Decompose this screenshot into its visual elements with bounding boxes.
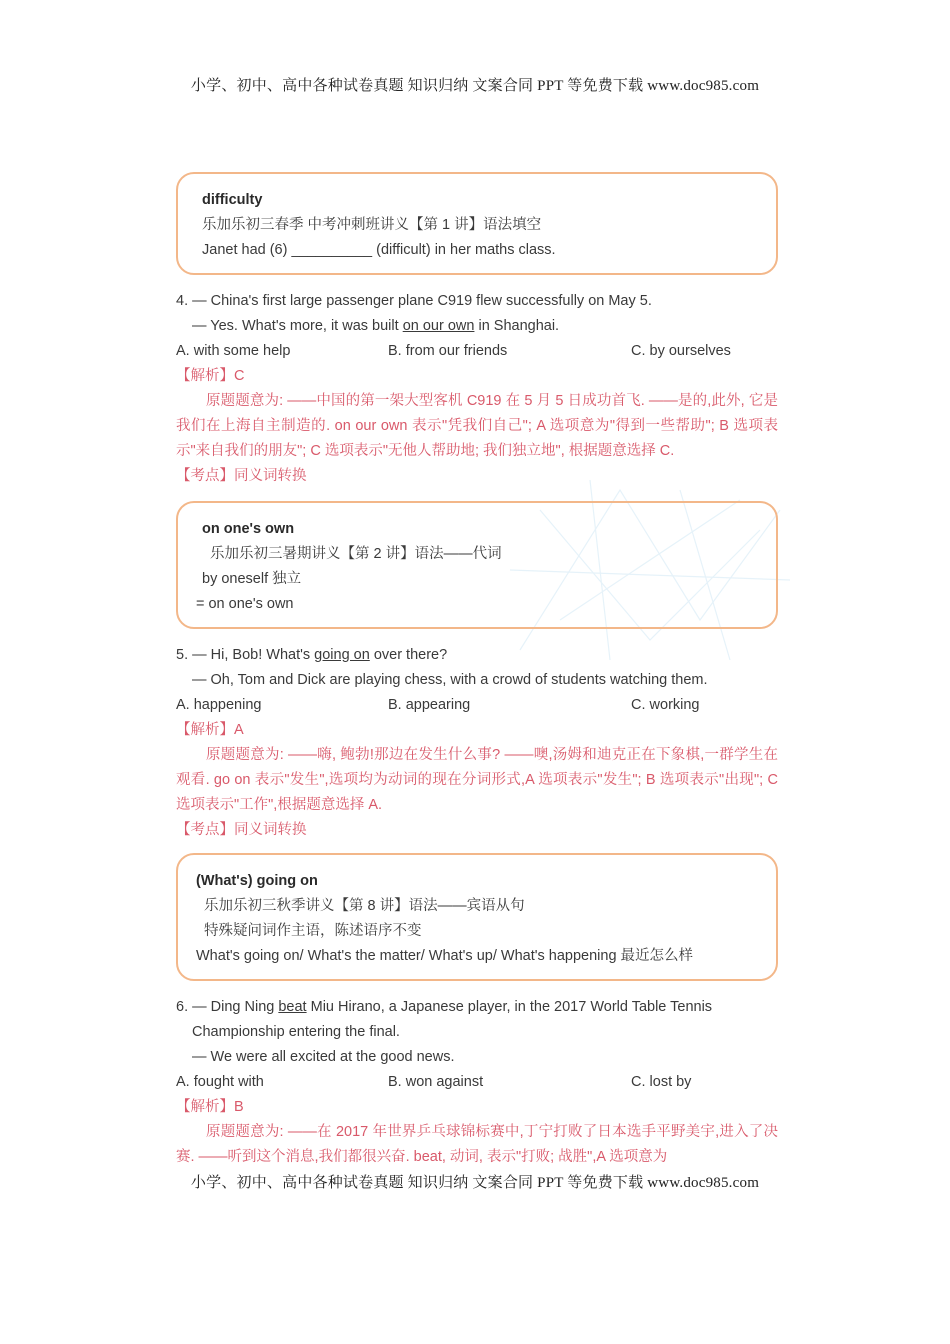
option-b: B. won against (388, 1074, 484, 1090)
question-5-line-2: — Oh, Tom and Dick are playing chess, with a crowd of students watching them. (192, 672, 708, 688)
option-c: C. working (631, 697, 700, 713)
question-4-line-1: 4. — China's first large passenger plane C919 flew successfully on May 5. (176, 293, 652, 309)
knowledge-point: 【考点】同义词转换 (176, 468, 307, 484)
option-a: A. fought with (176, 1074, 264, 1090)
question-6-line-2: Championship entering the final. (192, 1024, 400, 1040)
option-b: B. from our friends (388, 343, 508, 359)
note-term: (What's) going on (196, 873, 318, 889)
question-5-analysis (176, 718, 778, 843)
answer-label: 【解析】B (176, 1099, 244, 1115)
question-5-line-1 (176, 643, 778, 668)
text-span: Miu Hirano, a Japanese player, in the 2017 World Table Tennis (306, 999, 713, 1015)
note-source: 乐加乐初三春季 中考冲刺班讲义【第 1 讲】语法填空 (202, 217, 542, 233)
note-term: difficulty (202, 192, 263, 208)
knowledge-point: 【考点】同义词转换 (176, 822, 307, 838)
question-6-line-1 (176, 995, 778, 1020)
note-example: What's going on/ What's the matter/ What's up/ What's happening 最近怎么样 (196, 948, 694, 964)
question-6-options (176, 1070, 778, 1095)
note-term: on one's own (202, 521, 295, 537)
answer-label: 【解析】C (176, 368, 245, 384)
text-span: in Shanghai. (474, 318, 560, 334)
question-6-analysis (176, 1095, 778, 1170)
text-span: over there? (369, 647, 448, 663)
question-5-options (176, 693, 778, 718)
note-line: by oneself 独立 (202, 571, 302, 587)
note-example: Janet had (6) __________ (difficult) in her maths class. (202, 242, 556, 258)
option-a: A. happening (176, 697, 262, 713)
note-rule: 特殊疑问词作主语，陈述语序不变 (204, 923, 422, 939)
question-4-options (176, 339, 778, 364)
option-c: C. lost by (631, 1074, 692, 1090)
note-box-whats-going-on (176, 853, 778, 981)
question-4 (176, 289, 778, 489)
explanation: 原题题意为: ——嗨, 鲍勃!那边在发生什么事? ——噢,汤姆和迪克正在下象棋,一群学生在观看. go on 表示"发生",选项均为动词的现在分词形式,A 选项表示"发生"; B 选项表示"出现"; C 选项表示"工作",根据题意选择 A. (176, 747, 778, 813)
note-source: 乐加乐初三秋季讲义【第 8 讲】语法——宾语从句 (204, 898, 525, 914)
text-span: — Yes. What's more, it was built (192, 318, 403, 334)
question-5 (176, 643, 778, 843)
page-header: 小学、初中、高中各种试卷真题 知识归纳 文案合同 PPT 等免费下载 www.doc985.com (190, 78, 760, 94)
document-body (176, 172, 778, 1170)
note-box-on-ones-own (176, 501, 778, 629)
answer-label: 【解析】A (176, 722, 244, 738)
page-footer: 小学、初中、高中各种试卷真题 知识归纳 文案合同 PPT 等免费下载 www.doc985.com (190, 1175, 760, 1191)
text-span: 5. — Hi, Bob! What's (176, 647, 315, 663)
question-4-line-2 (176, 314, 778, 339)
option-c: C. by ourselves (631, 343, 731, 359)
explanation: 原题题意为: ——在 2017 年世界乒乓球锦标赛中,丁宁打败了日本选手平野美宇,进入了决赛. ——听到这个消息,我们都很兴奋. beat, 动词, 表示"打败; 战胜",A 选项意为 (176, 1124, 778, 1165)
note-source: 乐加乐初三暑期讲义【第 2 讲】语法——代词 (210, 546, 502, 562)
question-6-line-3: — We were all excited at the good news. (192, 1049, 455, 1065)
underlined-phrase: on our own (402, 318, 475, 334)
question-4-analysis (176, 364, 778, 489)
option-b: B. appearing (388, 697, 471, 713)
note-box-difficulty (176, 172, 778, 275)
explanation: 原题题意为: ——中国的第一架大型客机 C919 在 5 月 5 日成功首飞. ——是的,此外, 它是我们在上海自主制造的. on our own 表示"凭我们自己"; A 选项意为"得到一些帮助"; B 选项表示"来自我们的朋友"; C 选项表示"无他人帮助地; 我们独立地", 根据题意选择 C. (176, 393, 778, 459)
note-line: = on one's own (196, 596, 294, 612)
option-a: A. with some help (176, 343, 291, 359)
underlined-phrase: beat (278, 999, 307, 1015)
question-6 (176, 995, 778, 1170)
text-span: 6. — Ding Ning (176, 999, 279, 1015)
underlined-phrase: going on (314, 647, 370, 663)
